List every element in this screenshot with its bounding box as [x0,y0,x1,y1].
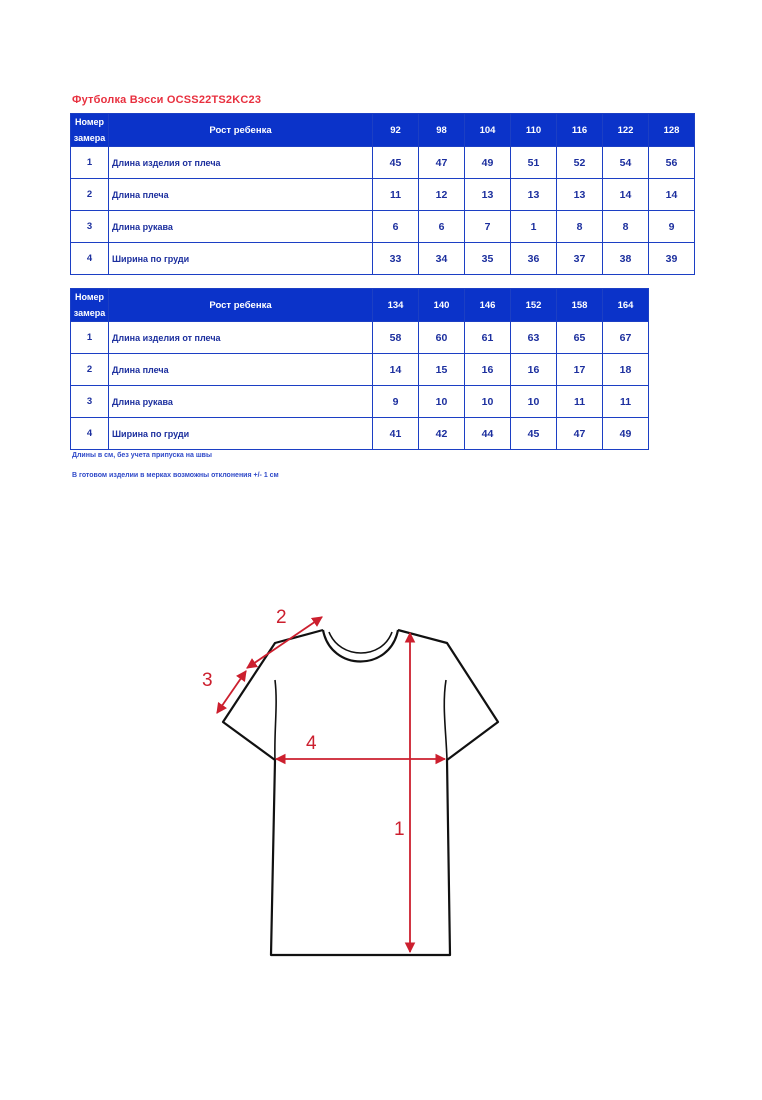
value-cell: 47 [419,147,465,179]
value-cell: 6 [373,211,419,243]
size-header-cell: 92 [373,114,419,147]
marker-3: 3 [202,670,213,691]
value-cell: 47 [557,418,603,450]
value-cell: 38 [603,243,649,275]
value-cell: 51 [511,147,557,179]
size-header-cell: 128 [649,114,695,147]
value-cell: 54 [603,147,649,179]
row-label-cell: Длина изделия от плеча [109,322,373,354]
value-cell: 33 [373,243,419,275]
value-cell: 63 [511,322,557,354]
row-number-cell: 3 [71,211,109,243]
value-cell: 42 [419,418,465,450]
size-header-cell: 110 [511,114,557,147]
value-cell: 41 [373,418,419,450]
size-header-cell: 134 [373,289,419,322]
value-cell: 13 [511,179,557,211]
value-cell: 49 [465,147,511,179]
tshirt-sleeve-seam-right [444,680,447,760]
row-label-cell: Длина изделия от плеча [109,147,373,179]
value-cell: 60 [419,322,465,354]
value-cell: 56 [649,147,695,179]
product-title: Футболка Вэсси OCSS22TS2KC23 [72,94,262,106]
tshirt-sleeve-seam-left [275,680,276,760]
size-header-cell: 164 [603,289,649,322]
value-cell: 39 [649,243,695,275]
size-header-cell: 140 [419,289,465,322]
value-cell: 13 [465,179,511,211]
value-cell: 34 [419,243,465,275]
size-header-cell: 152 [511,289,557,322]
value-cell: 1 [511,211,557,243]
size-header-cell: 116 [557,114,603,147]
row-label-cell: Длина рукава [109,386,373,418]
note-units: Длины в см, без учета припуска на швы [72,452,212,459]
value-cell: 9 [373,386,419,418]
value-cell: 7 [465,211,511,243]
size-header-cell: 122 [603,114,649,147]
note-tolerance: В готовом изделии в мерках возможны отклонения +/- 1 см [72,472,279,479]
value-cell: 6 [419,211,465,243]
value-cell: 8 [603,211,649,243]
value-cell: 36 [511,243,557,275]
value-cell: 67 [603,322,649,354]
value-cell: 11 [603,386,649,418]
value-cell: 61 [465,322,511,354]
row-label-cell: Ширина по груди [109,418,373,450]
size-header-cell: 158 [557,289,603,322]
value-cell: 8 [557,211,603,243]
row-label-cell: Длина плеча [109,179,373,211]
value-cell: 10 [511,386,557,418]
value-cell: 12 [419,179,465,211]
value-cell: 14 [603,179,649,211]
value-cell: 44 [465,418,511,450]
value-cell: 10 [465,386,511,418]
row-label-cell: Ширина по груди [109,243,373,275]
value-cell: 15 [419,354,465,386]
header-height-cell: Рост ребенка [109,114,373,147]
row-number-cell: 2 [71,354,109,386]
size-header-cell: 98 [419,114,465,147]
value-cell: 16 [511,354,557,386]
header-height-cell: Рост ребенка [109,289,373,322]
size-header-cell: 146 [465,289,511,322]
value-cell: 37 [557,243,603,275]
tshirt-neckline-outer [323,630,398,662]
value-cell: 18 [603,354,649,386]
row-label-cell: Длина плеча [109,354,373,386]
marker-1: 1 [394,819,405,840]
value-cell: 49 [603,418,649,450]
value-cell: 10 [419,386,465,418]
row-label-cell: Длина рукава [109,211,373,243]
row-number-cell: 4 [71,243,109,275]
row-number-cell: 2 [71,179,109,211]
value-cell: 16 [465,354,511,386]
row-number-cell: 1 [71,322,109,354]
value-cell: 14 [649,179,695,211]
row-number-cell: 4 [71,418,109,450]
row-number-cell: 3 [71,386,109,418]
tshirt-outline [223,630,498,955]
value-cell: 35 [465,243,511,275]
marker-2: 2 [276,607,287,628]
row-number-cell: 1 [71,147,109,179]
value-cell: 14 [373,354,419,386]
value-cell: 45 [373,147,419,179]
marker-4: 4 [306,733,317,754]
value-cell: 17 [557,354,603,386]
tshirt-collar-inner [329,632,392,653]
header-number-cell: Номер замера [71,289,109,322]
header-number-cell: Номер замера [71,114,109,147]
value-cell: 11 [373,179,419,211]
size-header-cell: 104 [465,114,511,147]
value-cell: 11 [557,386,603,418]
value-cell: 58 [373,322,419,354]
value-cell: 45 [511,418,557,450]
value-cell: 13 [557,179,603,211]
value-cell: 65 [557,322,603,354]
value-cell: 52 [557,147,603,179]
value-cell: 9 [649,211,695,243]
